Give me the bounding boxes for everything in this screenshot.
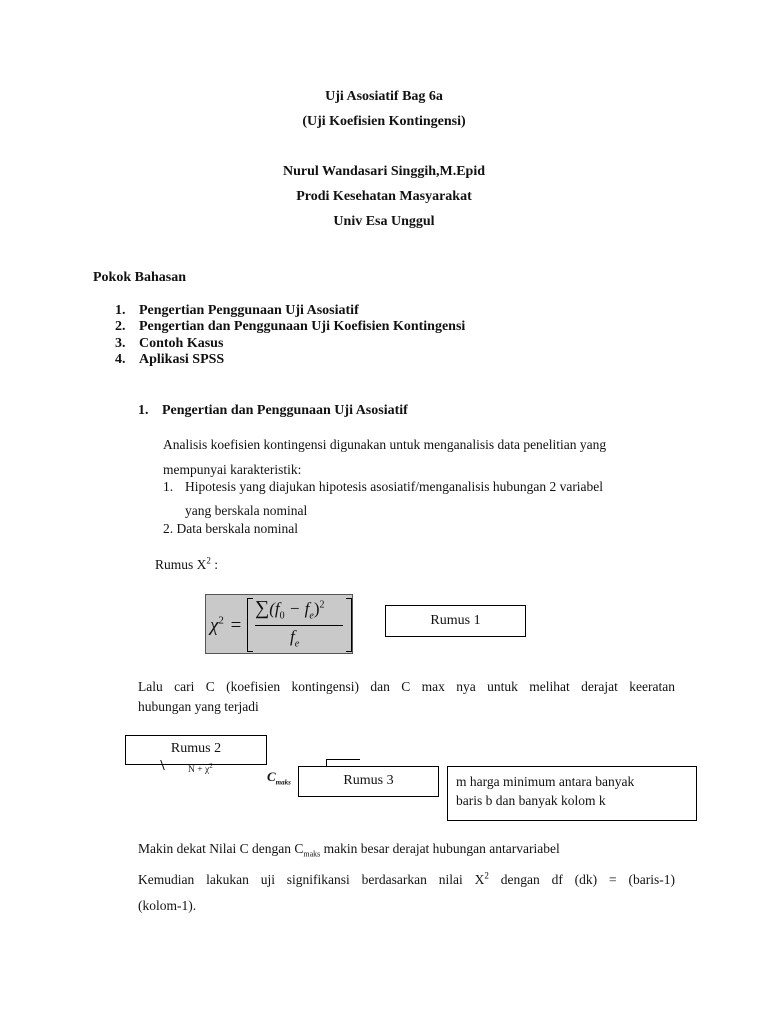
- hidden-formula-line: [327, 759, 360, 760]
- chi-symbol: $\chi^2$ =: [210, 614, 242, 636]
- right-bracket: [346, 598, 352, 652]
- topics-heading: Pokok Bahasan: [93, 270, 186, 285]
- author-department: Prodi Kesehatan Masyarakat: [296, 189, 472, 204]
- topic-item-1: 1. Pengertian Penggunaan Uji Asosiatif: [115, 303, 359, 318]
- topic-item-2: 2. Pengertian dan Penggunaan Uji Koefisien Kontingensi: [115, 319, 466, 334]
- formula-label: Rumus $X^2$ :: [155, 555, 219, 572]
- section-1-heading: 1. Pengertian dan Penggunaan Uji Asosiatif: [138, 403, 408, 418]
- formula-denominator: $f_e$: [290, 627, 300, 650]
- rumus-2-box: Rumus 2: [125, 735, 267, 765]
- rumus-2-fragment: $N + \chi^2$: [188, 761, 213, 775]
- m-note-box: [447, 766, 697, 821]
- closing-line2: Kemudian lakukan uji signifikansi berdasarkan nilai $X^2$ dengan df (dk) = (baris-1): [138, 870, 675, 887]
- characteristic-item-1-cont: yang berskala nominal: [185, 503, 308, 518]
- left-bracket: [247, 598, 253, 652]
- section-1-intro-line2: mempunyai karakteristik:: [163, 462, 302, 477]
- closing-line3: (kolom-1).: [138, 898, 197, 913]
- closing-line1: Makin dekat Nilai C dengan $C_{maks}$ makin besar derajat hubungan antarvariabel: [138, 841, 560, 859]
- m-note-line1: m harga minimum antara banyak: [456, 774, 635, 789]
- document-title: Uji Asosiatif Bag 6a: [325, 89, 443, 104]
- lalu-line1: Lalu cari C (koefisien kontingensi) dan C max nya untuk melihat derajat keeratan: [138, 679, 675, 694]
- lalu-line2: hubungan yang terjadi: [138, 699, 259, 714]
- cmaks-label: $C_{maks}$: [267, 769, 291, 787]
- m-note-line2: baris b dan banyak kolom k: [456, 793, 606, 808]
- formula-numerator: $\sum(f_0 - f_e)^2$: [255, 597, 325, 622]
- author-university: Univ Esa Unggul: [333, 214, 435, 229]
- author-name: Nurul Wandasari Singgih,M.Epid: [282, 164, 486, 179]
- characteristic-item-2: 2. Data berskala nominal: [163, 521, 298, 536]
- rumus-3-box: Rumus 3: [298, 766, 439, 797]
- document-subtitle: (Uji Koefisien Kontingensi): [302, 114, 466, 129]
- fraction-bar: [255, 625, 343, 626]
- topic-item-4: 4. Aplikasi SPSS: [115, 352, 225, 367]
- section-1-intro-line1: Analisis koefisien kontingensi digunakan untuk menganalisis data penelitian yang: [163, 437, 607, 452]
- topic-item-3: 3. Contoh Kasus: [115, 336, 224, 351]
- characteristic-item-1: 1. Hipotesis yang diajukan hipotesis asosiatif/menganalisis hubungan 2 variabel: [163, 479, 604, 494]
- chi-square-formula: [205, 594, 353, 654]
- rumus-1-box: Rumus 1: [385, 605, 526, 637]
